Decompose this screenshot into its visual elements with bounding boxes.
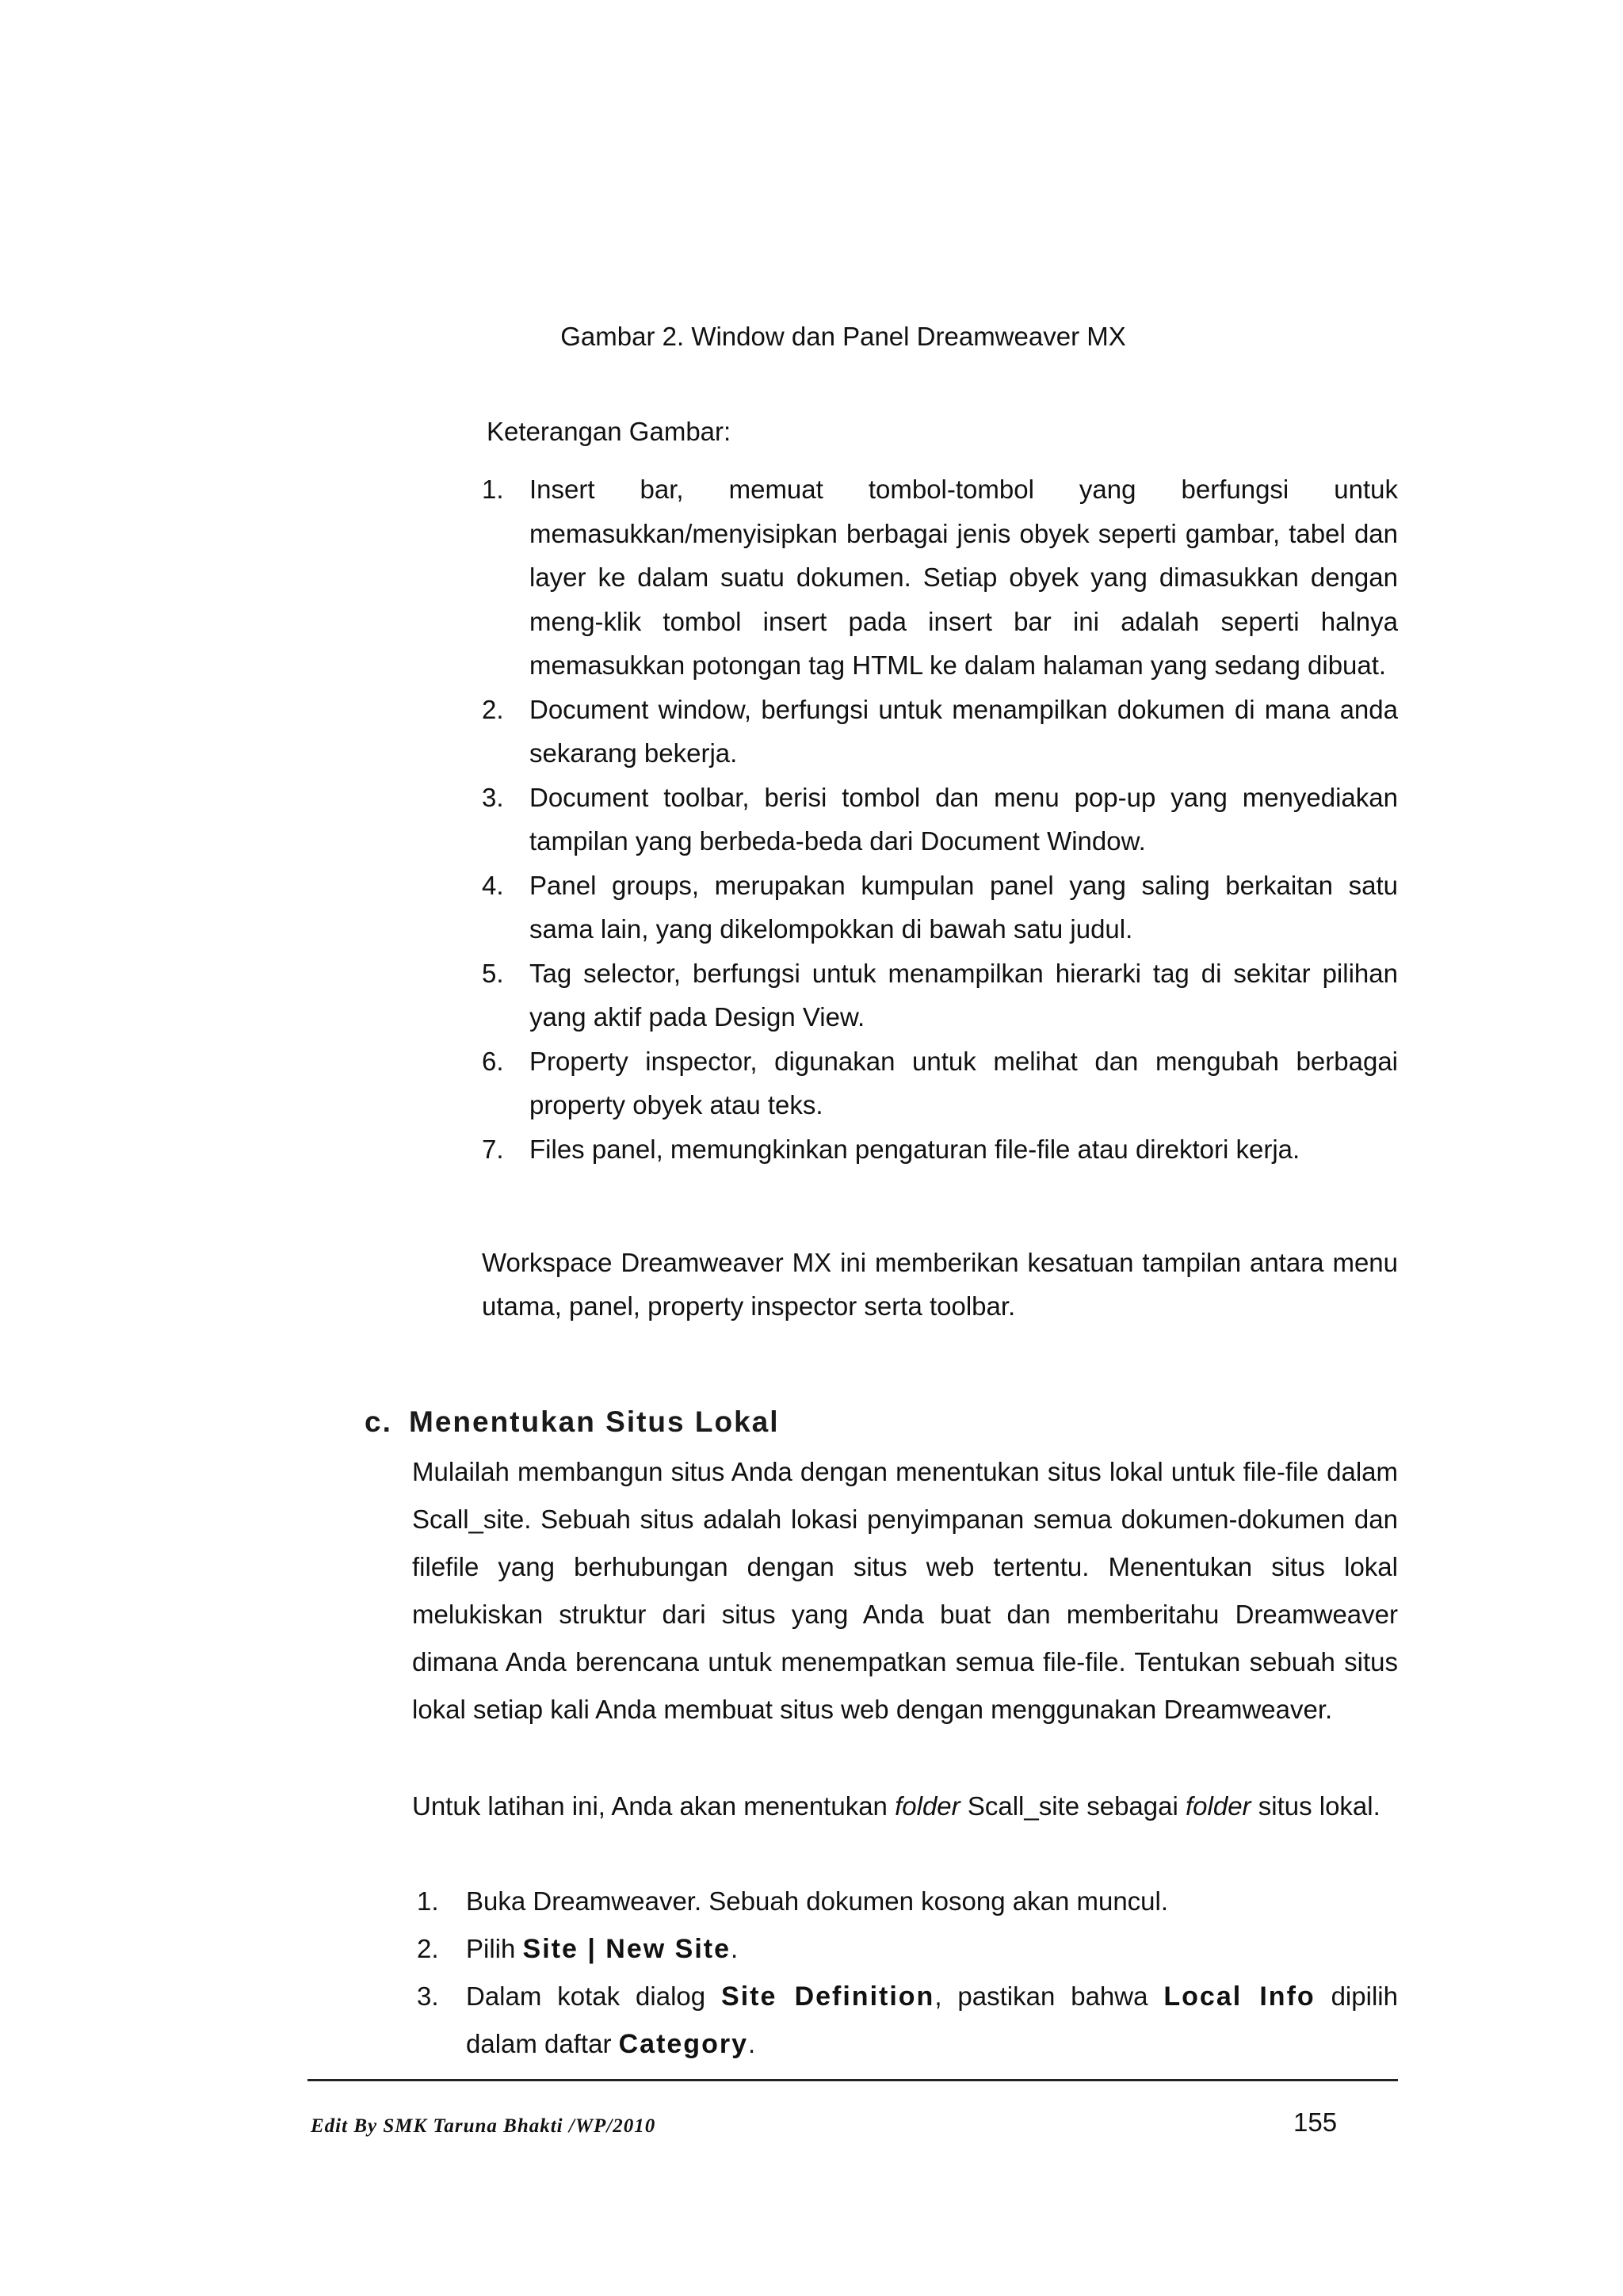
- step-text: dipilih dalam daftar: [466, 1981, 1398, 2058]
- list-item: [482, 864, 1398, 952]
- footer-credit: Edit By SMK Taruna Bhakti /WP/2010: [311, 2115, 656, 2137]
- section-paragraph: Mulailah membangun situs Anda dengan menentukan situs lokal untuk file-file dalam Scall_site. Sebuah situs adalah lokasi penyimpanan semua dokumen-dokumen dan filefile yang berhubungan dengan situs web tertentu. Menentukan situs lokal melukiskan struktur dari situs yang Anda buat dan memberitahu Dreamweaver dimana Anda berencana untuk menempatkan semua file-file. Tentukan sebuah situs lokal setiap kali Anda membuat situs web dengan menggunakan Dreamweaver.: [412, 1457, 1398, 1724]
- list-item: [482, 1039, 1398, 1127]
- exercise-paragraph: [412, 1783, 1398, 1830]
- section-heading: [365, 1405, 780, 1439]
- dialog-name: Site Definition: [721, 1981, 935, 2012]
- list-item: [482, 467, 1398, 688]
- step-number: 2.: [417, 1934, 439, 1963]
- list-number: 2.: [482, 694, 504, 724]
- list-number: 5.: [482, 958, 504, 988]
- step-item: [417, 1878, 1398, 1925]
- list-text: Insert bar, memuat tombol-tombol yang berfungsi untuk memasukkan/menyisipkan berbagai jenis obyek seperti gambar, tabel dan layer ke dalam suatu dokumen. Setiap obyek yang dimasukkan dengan meng-klik tombol insert pada insert bar ini adalah seperti halnya memasukkan potongan tag HTML ke dalam halaman yang sedang dibuat.: [529, 475, 1398, 680]
- keterangan-list: [482, 467, 1398, 1171]
- step-item: [417, 1925, 1398, 1973]
- list-number: 4.: [482, 870, 504, 900]
- list-text: Property inspector, digunakan untuk melihat dan mengubah berbagai property obyek atau teks.: [529, 1046, 1398, 1119]
- step-text: Pilih: [466, 1934, 523, 1963]
- list-text: Panel groups, merupakan kumpulan panel yang saling berkaitan satu sama lain, yang dikelompokkan di bawah satu judul.: [529, 870, 1398, 944]
- list-text: Document toolbar, berisi tombol dan menu pop-up yang menyediakan tampilan yang berbeda-beda dari Document Window.: [529, 782, 1398, 856]
- list-item: [482, 688, 1398, 776]
- menu-path: Site | New Site: [522, 1934, 731, 1964]
- folder-term: folder: [895, 1791, 960, 1821]
- list-number: 1.: [482, 475, 504, 504]
- list-item: [482, 776, 1398, 864]
- list-text: Tag selector, berfungsi untuk menampilkan hierarki tag di sekitar pilihan yang aktif pada Design View.: [529, 958, 1398, 1032]
- workspace-paragraph: Workspace Dreamweaver MX ini memberikan kesatuan tampilan antara menu utama, panel, property inspector serta toolbar.: [482, 1248, 1398, 1321]
- folder-term: folder: [1186, 1791, 1251, 1821]
- exercise-text: Untuk latihan ini, Anda akan menentukan: [412, 1791, 896, 1821]
- step-text: .: [747, 2029, 756, 2058]
- list-text: Files panel, memungkinkan pengaturan file-file atau direktori kerja.: [529, 1134, 1300, 1164]
- option-name: Local Info: [1163, 1981, 1316, 2012]
- step-number: 3.: [417, 1981, 439, 2011]
- step-number: 1.: [417, 1886, 439, 1916]
- exercise-text: situs lokal.: [1251, 1791, 1381, 1821]
- figure-caption: Gambar 2. Window dan Panel Dreamweaver MX: [560, 322, 1126, 351]
- page-number: 155: [1293, 2107, 1338, 2137]
- steps-list: [417, 1878, 1398, 2068]
- step-text: Buka Dreamweaver. Sebuah dokumen kosong akan muncul.: [466, 1886, 1169, 1916]
- list-item: [482, 952, 1398, 1039]
- step-text: Dalam kotak dialog: [466, 1981, 722, 2011]
- section-letter: c.: [365, 1405, 392, 1438]
- list-text: Document window, berfungsi untuk menampilkan dokumen di mana anda sekarang bekerja.: [529, 694, 1398, 768]
- section-title: Menentukan Situs Lokal: [409, 1405, 780, 1438]
- list-item: [482, 1127, 1398, 1172]
- list-number: 6.: [482, 1046, 504, 1076]
- exercise-text: Scall_site sebagai: [960, 1791, 1186, 1821]
- list-number: 3.: [482, 782, 504, 812]
- step-text: , pastikan bahwa: [934, 1981, 1164, 2011]
- keterangan-title: Keterangan Gambar:: [487, 417, 731, 446]
- step-item: [417, 1973, 1398, 2068]
- list-number: 7.: [482, 1134, 504, 1164]
- step-text: .: [731, 1934, 739, 1963]
- list-name: Category: [618, 2029, 748, 2059]
- footer-rule: [307, 2079, 1398, 2081]
